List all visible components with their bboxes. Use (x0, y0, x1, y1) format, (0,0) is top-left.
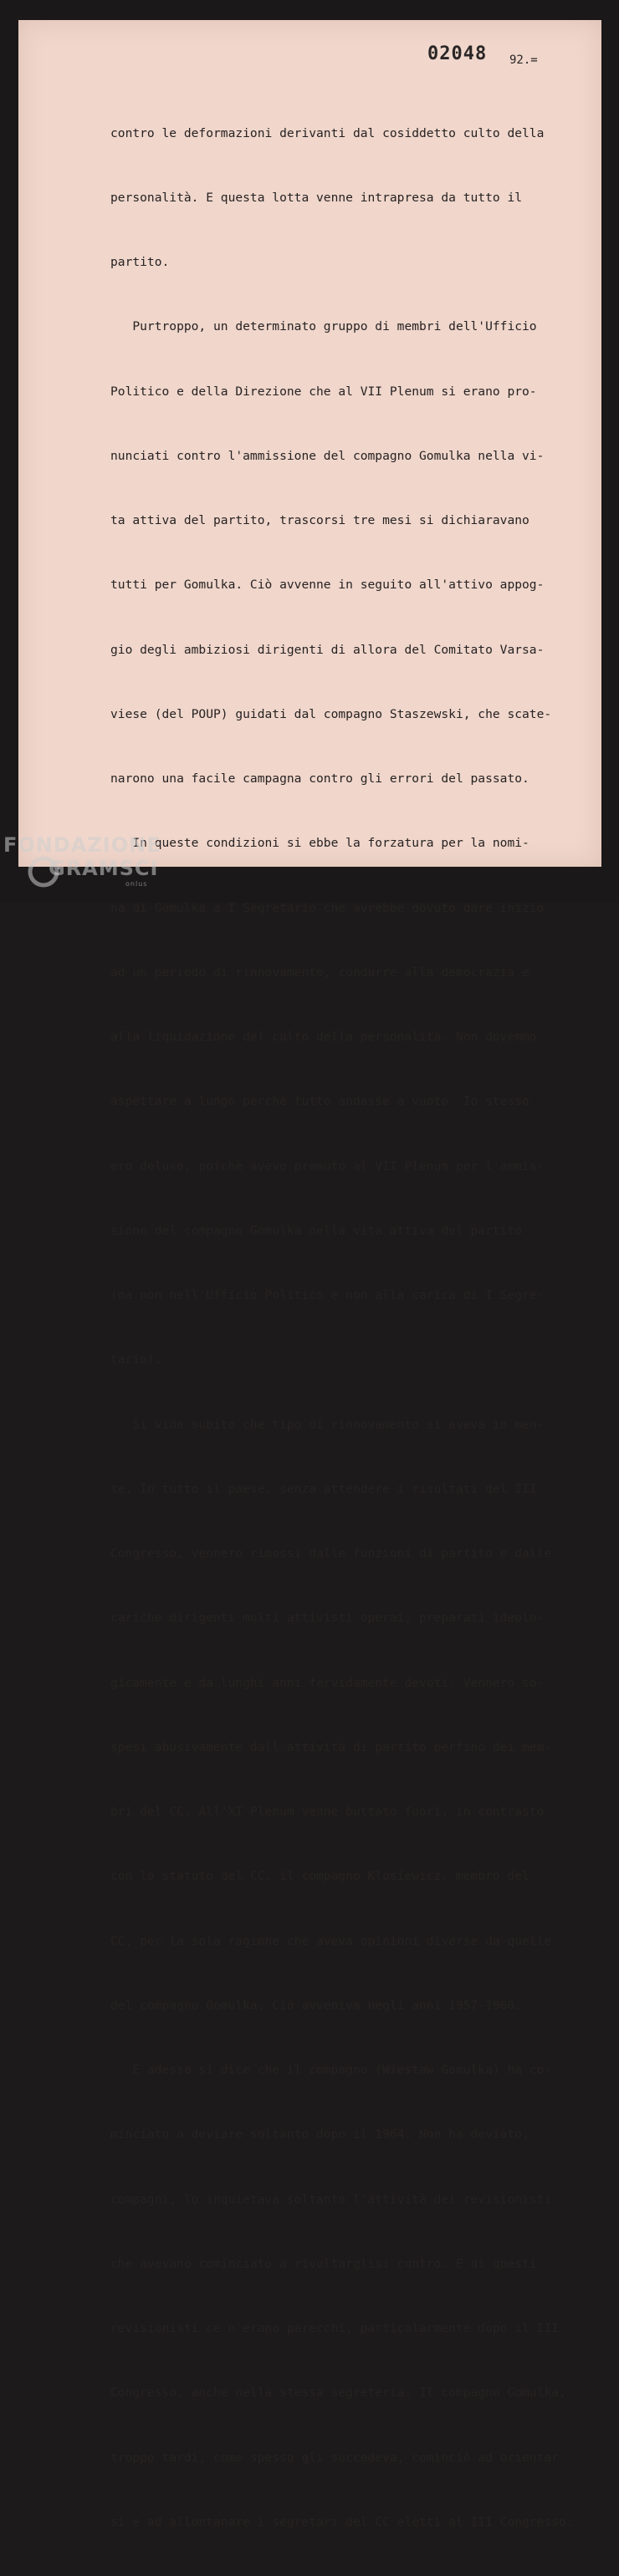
text-line: Congresso, anche nella stessa segreteria. Il compagno Gomulka, (110, 2385, 566, 2400)
text-line: viese (del POUP) guidati dal compagno Staszewski, che scate- (110, 706, 552, 721)
watermark-line2: GRAMSCI (49, 857, 159, 880)
text-line: personalità. E questa lotta venne intrapresa da tutto il (110, 190, 523, 205)
text-line: ad un periodo di rinnovamento, condurre alla democrazia e (110, 965, 529, 980)
text-line: sione del compagno Gomulka nella vita attiva del partito (110, 1223, 523, 1238)
fondazione-gramsci-watermark (3, 832, 179, 899)
text-line: aspettare a lungo perchè tutto andasse a vuoto. Io stesso (110, 1094, 529, 1109)
text-line: si e ad allontanare i segretari del CC eletti al III Congresso. (110, 2514, 574, 2529)
text-line: alla liquidazione del culto della personalità. Non dovemmo (110, 1030, 537, 1044)
text-line: minciato a deviare soltanto dopo il 1964. Non ha deviato, (110, 2127, 529, 2142)
text-line: del compagno Gomulka. Ciò avveniva negli anni 1957-1960. (110, 1998, 523, 2013)
text-line: cariche dirigenti molti attivisti operai, preparati ideolo- (110, 1611, 545, 1626)
text-line: gio degli ambiziosi dirigenti di allora del Comitato Varsa- (110, 642, 545, 657)
text-line: CC, per la sola ragione che aveva opinioni diverse da quelle (110, 1933, 552, 1948)
text-line: che avevano cominciato a rivoltarglisi contro. E di questi (110, 2256, 537, 2271)
text-line: troppo tardi, come spesso gli succedeva, cominciò ad orientar (110, 2450, 559, 2465)
text-line: con lo statuto del CC, il compagno Klosiewicz, membro del (110, 1869, 529, 1884)
text-line: Congresso, vennero rimossi dalle funzioni di partito e dalle (110, 1546, 552, 1560)
text-line: E adesso si dice che il compagno (Wiestaw Gomulka) ha co- (110, 2063, 552, 2077)
text-line: narono una facile campagna contro gli errori del passato. (110, 771, 529, 786)
text-line: partito. (110, 255, 170, 269)
text-line: na di Gomulka a I Segretario che avrebbe dovuto dare inizio (110, 900, 545, 915)
text-line: bri del CC. All'XI Plenum venne buttato fuori, in contrasto (110, 1805, 545, 1819)
text-line: Purtroppo, un determinato gruppo di membri dell'Ufficio (110, 319, 537, 334)
text-line: compagni, lo inquietava soltanto l'attività dei revisionisti (110, 2192, 552, 2207)
watermark-line3: onlus (125, 880, 148, 888)
text-line: revisionisti ce n'erano parecchi, particolarmente dopo il III (110, 2321, 559, 2335)
text-line: spesi abusivamente dall'attività di partito perfino dei mem- (110, 1739, 552, 1754)
text-line: nunciati contro l'ammissione del compagno Gomulka nella vi- (110, 448, 545, 463)
text-line: Politico e della Direzione che al VII Plenum si erano pro- (110, 384, 537, 399)
text-line: ero deluso, poichè avevo premuto al VII Plenum per l'ammis- (110, 1158, 545, 1173)
text-line: gicamente e da lunghi anni fervidamente devoti. Vennero so- (110, 1675, 545, 1690)
typewritten-text (110, 79, 579, 2576)
archive-number-stamp: 02048 (427, 43, 488, 64)
text-line: te. In tutto il paese, senza attendere i risultati del III (110, 1481, 537, 1496)
text-line: tutti per Gomulka. Ciò avvenne in seguito all'attivo appog- (110, 578, 545, 593)
text-line: contro le deformazioni derivanti dal cosiddetto culto della (110, 125, 545, 140)
watermark-line1: FONDAZIONE (3, 833, 161, 857)
text-line: ta attiva del partito, trascorsi tre mesi si dichiaravano (110, 513, 529, 527)
text-line: In queste condizioni si ebbe la forzatura per la nomi- (110, 836, 529, 851)
text-line: tario). (110, 1352, 162, 1367)
text-line: (ma non nell'Ufficio Politico e non alla carica di I Segre- (110, 1288, 545, 1302)
text-line: Si vide subito che tipo di rinnovamento si aveva in men- (110, 1417, 545, 1432)
page-number: 92.= (509, 53, 538, 67)
